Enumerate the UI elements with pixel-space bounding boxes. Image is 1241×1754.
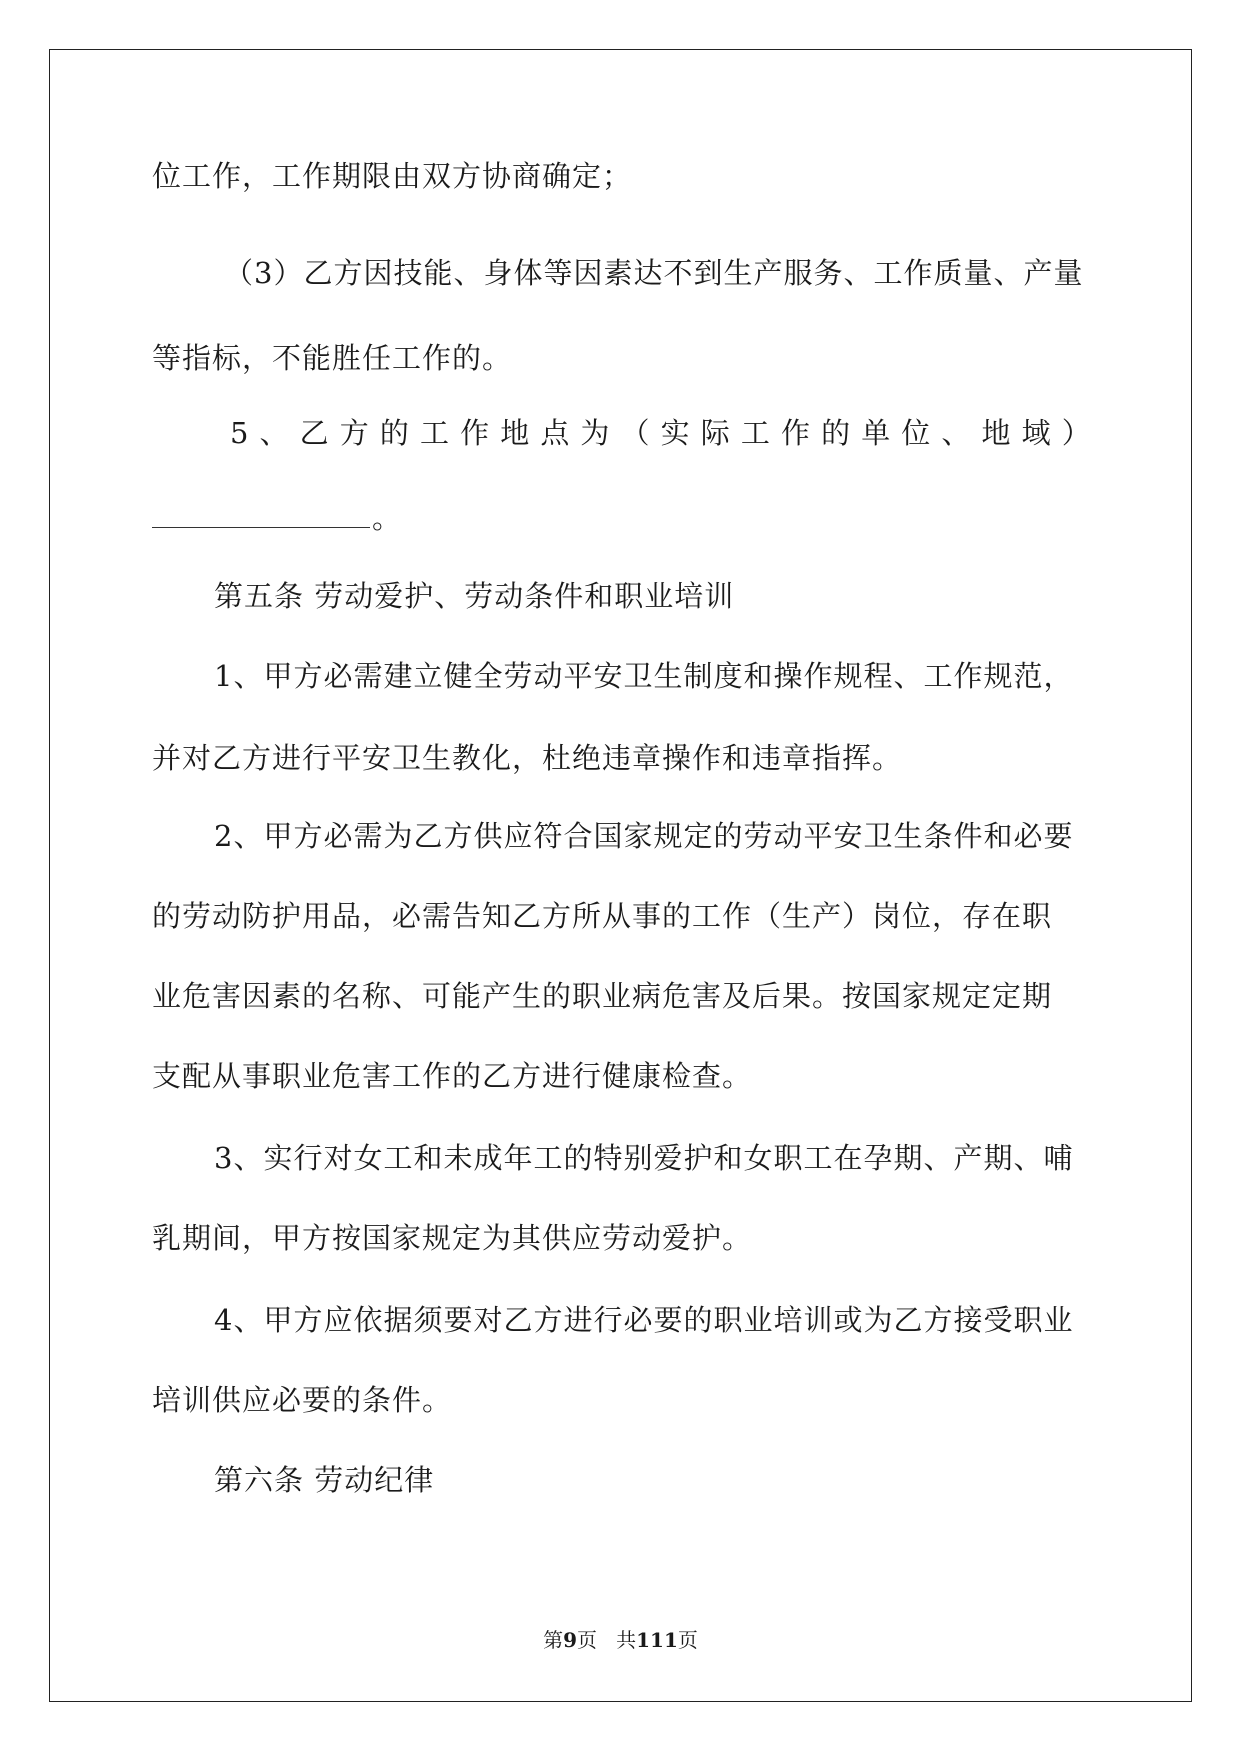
text-line: 支配从事职业危害工作的乙方进行健康检查。 (152, 1059, 753, 1093)
text-line: 2、甲方必需为乙方供应符合国家规定的劳动平安卫生条件和必要 (214, 819, 1074, 853)
spread-char: 5 (230, 416, 250, 450)
text-line: 乳期间，甲方按国家规定为其供应劳动爱护。 (152, 1221, 753, 1255)
page-footer (0, 1628, 1241, 1652)
spread-char: 、 (941, 416, 972, 450)
text-line-with-blank (152, 500, 402, 536)
period: 。 (372, 501, 403, 535)
text-line: 等指标，不能胜任工作的。 (152, 341, 513, 375)
text-line: 4、甲方应依据须要对乙方进行必要的职业培训或为乙方接受职业 (214, 1303, 1074, 1337)
spread-char: 的 (379, 416, 410, 450)
text-line: 位工作，工作期限由双方协商确定； (152, 159, 633, 193)
text-line: 培训供应必要的条件。 (152, 1383, 453, 1417)
footer-suffix: 页 (677, 1628, 698, 1652)
text-line: （3）乙方因技能、身体等因素达不到生产服务、工作质量、产量 (224, 256, 1084, 290)
text-line: 业危害因素的名称、可能产生的职业病危害及后果。按国家规定定期 (152, 979, 1053, 1013)
spread-char: 工 (740, 416, 771, 450)
spread-char: 工 (419, 416, 450, 450)
section-heading: 第五条 劳动爱护、劳动条件和职业培训 (214, 579, 735, 613)
spread-char: 单 (861, 416, 892, 450)
spread-char: ） (1061, 416, 1092, 450)
spread-char: （ (620, 416, 651, 450)
spread-char: 、 (259, 416, 290, 450)
spread-char: 方 (339, 416, 370, 450)
footer-page-number: 9 (563, 1628, 578, 1652)
section-heading: 第六条 劳动纪律 (214, 1463, 435, 1497)
spread-char: 际 (700, 416, 731, 450)
text-line-spread (152, 415, 1092, 451)
spread-char: 作 (460, 416, 491, 450)
footer-total-pages: 111 (636, 1628, 678, 1652)
footer-prefix: 第 (543, 1628, 564, 1652)
spread-char: 地 (981, 416, 1012, 450)
spread-char: 位 (901, 416, 932, 450)
text-line: 3、实行对女工和未成年工的特别爱护和女职工在孕期、产期、哺 (214, 1141, 1074, 1175)
spread-char: 点 (540, 416, 571, 450)
spread-char: 为 (580, 416, 611, 450)
spread-char: 作 (780, 416, 811, 450)
fill-in-blank (152, 505, 370, 528)
spread-char: 域 (1021, 416, 1052, 450)
text-line: 1、甲方必需建立健全劳动平安卫生制度和操作规程、工作规范， (214, 659, 1074, 693)
page-border (49, 49, 1192, 1702)
text-line: 并对乙方进行平安卫生教化，杜绝违章操作和违章指挥。 (152, 741, 903, 775)
text-line: 的劳动防护用品，必需告知乙方所从事的工作（生产）岗位，存在职 (152, 899, 1053, 933)
spread-char: 的 (821, 416, 852, 450)
spread-char: 乙 (299, 416, 330, 450)
spread-char: 地 (500, 416, 531, 450)
spread-char: 实 (660, 416, 691, 450)
footer-mid: 页 共 (577, 1628, 637, 1652)
